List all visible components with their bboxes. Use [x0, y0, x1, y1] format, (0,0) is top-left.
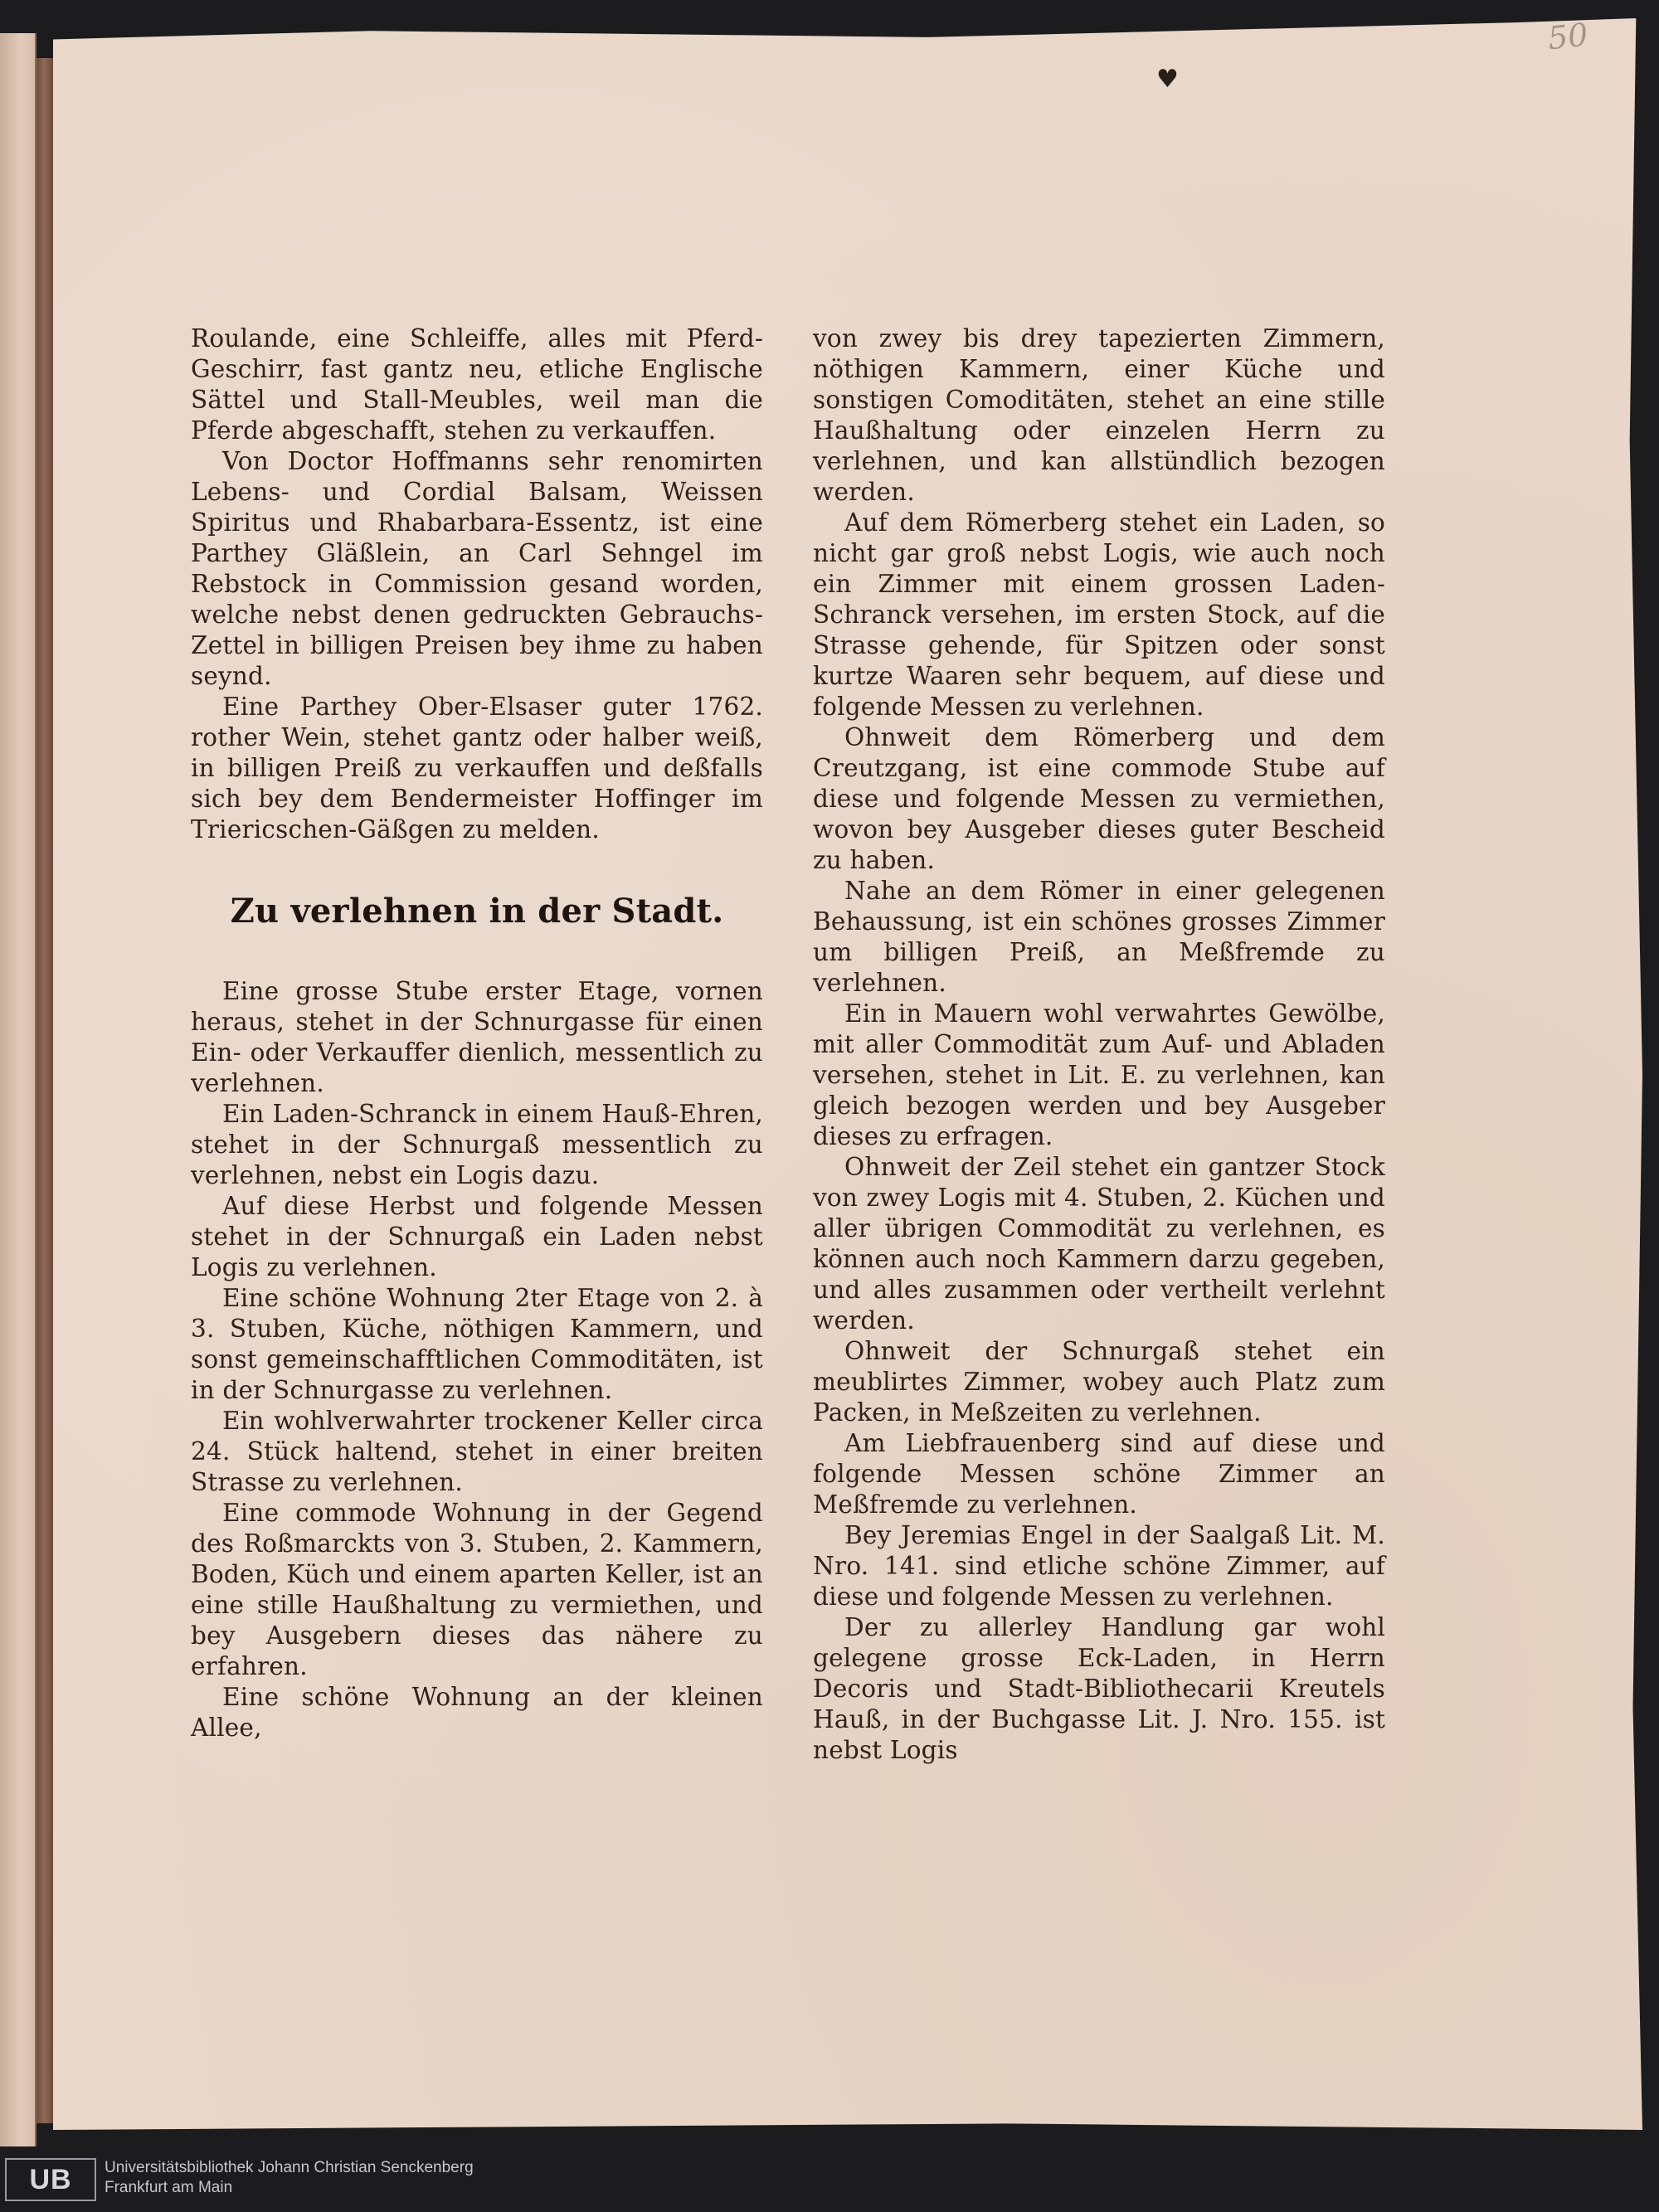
section-heading: Zu verlehnen in der Stadt.: [230, 892, 724, 931]
paragraph: Ein Laden-Schranck in einem Hauß-Ehren, stehet in der Schnurgaß messentlich zu verlehnen, nebst ein Logis dazu.: [191, 1100, 763, 1189]
paragraph: Ein in Mauern wohl verwahrtes Gewölbe, mit aller Commodität zum Auf- und Abladen versehen, stehet in Lit. E. zu verlehnen, kan gleich bezogen werden und bey Ausgeber dieses zu erfragen.: [813, 999, 1385, 1150]
institution-city: Frankfurt am Main: [105, 2179, 233, 2196]
paragraph: von zwey bis drey tapezierten Zimmern, nöthigen Kammern, einer Küche und sonstigen Comoditäten, stehet an eine stille Haußhaltung oder einzelen Herrn zu verlehnen, und kan allstündlich bezogen werden.: [813, 324, 1385, 506]
ub-logo: UB: [5, 2158, 96, 2201]
paragraph: Bey Jeremias Engel in der Saalgaß Lit. M. Nro. 141. sind etliche schöne Zimmer, auf diese und folgende Messen zu verlehnen.: [813, 1521, 1385, 1611]
paragraph: Auf dem Römerberg stehet ein Laden, so nicht gar groß nebst Logis, wie auch noch ein Zimmer mit einem grossen Laden-Schranck versehen, im ersten Stock, auf die Strasse gehende, für Spitzen oder sonst kurtze Waaren sehr bequem, auf diese und folgende Messen zu verlehnen.: [813, 508, 1385, 721]
print-mark-icon: ♥: [1156, 65, 1179, 94]
paragraph: Eine grosse Stube erster Etage, vornen heraus, stehet in der Schnurgasse für einen Ein- oder Verkauffer dienlich, messentlich zu verlehnen.: [191, 977, 763, 1097]
adjacent-page-edge: [0, 33, 36, 2146]
paragraph: Ohnweit der Zeil stehet ein gantzer Stock von zwey Logis mit 4. Stuben, 2. Küchen und aller übrigen Commodität zu verlehnen, es können auch noch Kammern darzu gegeben, und alles zusammen oder vertheilt verlehnt werden.: [813, 1153, 1385, 1334]
paragraph: Eine commode Wohnung in der Gegend des Roßmarckts von 3. Stuben, 2. Kammern, Boden, Küch und einem aparten Keller, ist an eine stille Haußhaltung zu vermiethen, und bey Ausgebern dieses das nähere zu erfahren.: [191, 1499, 763, 1680]
institution-credit: [105, 2158, 474, 2198]
paragraph: Ein wohlverwahrter trockener Keller circa 24. Stück haltend, stehet in einer breiten Strasse zu verlehnen.: [191, 1407, 763, 1496]
paragraph: Am Liebfrauenberg sind auf diese und folgende Messen schöne Zimmer an Meßfremde zu verlehnen.: [813, 1429, 1385, 1519]
institution-name: Universitätsbibliothek Johann Christian Senckenberg: [105, 2159, 474, 2176]
paragraph: Nahe an dem Römer in einer gelegenen Behaussung, ist ein schönes grosses Zimmer um billigen Preiß, an Meßfremde zu verlehnen.: [813, 877, 1385, 997]
paragraph: Eine Parthey Ober-Elsaser guter 1762. rother Wein, stehet gantz oder halber weiß, in billigen Preiß zu verkauffen und deßfalls sich bey dem Bendermeister Hoffinger im Triericschen-Gäßgen zu melden.: [191, 693, 763, 843]
paragraph: Ohnweit dem Römerberg und dem Creutzgang, ist eine commode Stube auf diese und folgende Messen zu vermiethen, wovon bey Ausgeber dieses guter Bescheid zu haben.: [813, 723, 1385, 874]
paragraph: Eine schöne Wohnung an der kleinen Allee,: [191, 1683, 763, 1742]
paragraph: Auf diese Herbst und folgende Messen stehet in der Schnurgaß ein Laden nebst Logis zu verlehnen.: [191, 1192, 763, 1281]
paragraph: Ohnweit der Schnurgaß stehet ein meublirtes Zimmer, wobey auch Platz zum Packen, in Meßzeiten zu verlehnen.: [813, 1337, 1385, 1427]
left-column: [191, 323, 763, 1743]
right-column: [813, 323, 1385, 1766]
paragraph: Eine schöne Wohnung 2ter Etage von 2. à 3. Stuben, Küche, nöthigen Kammern, und sonst gemeinschafftlichen Commoditäten, ist in der Schnurgasse zu verlehnen.: [191, 1284, 763, 1404]
paragraph: Roulande, eine Schleiffe, alles mit Pferd-Geschirr, fast gantz neu, etliche Englische Sättel und Stall-Meubles, weil man die Pferde abgeschafft, stehen zu verkauffen.: [191, 324, 763, 445]
paragraph: Von Doctor Hoffmanns sehr renomirten Lebens- und Cordial Balsam, Weissen Spiritus und Rhabarbara-Essentz, ist eine Parthey Gläßlein, an Carl Sehngel im Rebstock in Commission gesand worden, welche nebst denen gedruckten Gebrauchs-Zettel in billigen Preisen bey ihme zu haben seynd.: [191, 447, 763, 690]
page-number: 50: [1545, 16, 1590, 57]
paragraph: Der zu allerley Handlung gar wohl gelegene grosse Eck-Laden, in Herrn Decoris und Stadt-Bibliothecarii Kreutels Hauß, in der Buchgasse Lit. J. Nro. 155. ist nebst Logis: [813, 1613, 1385, 1764]
